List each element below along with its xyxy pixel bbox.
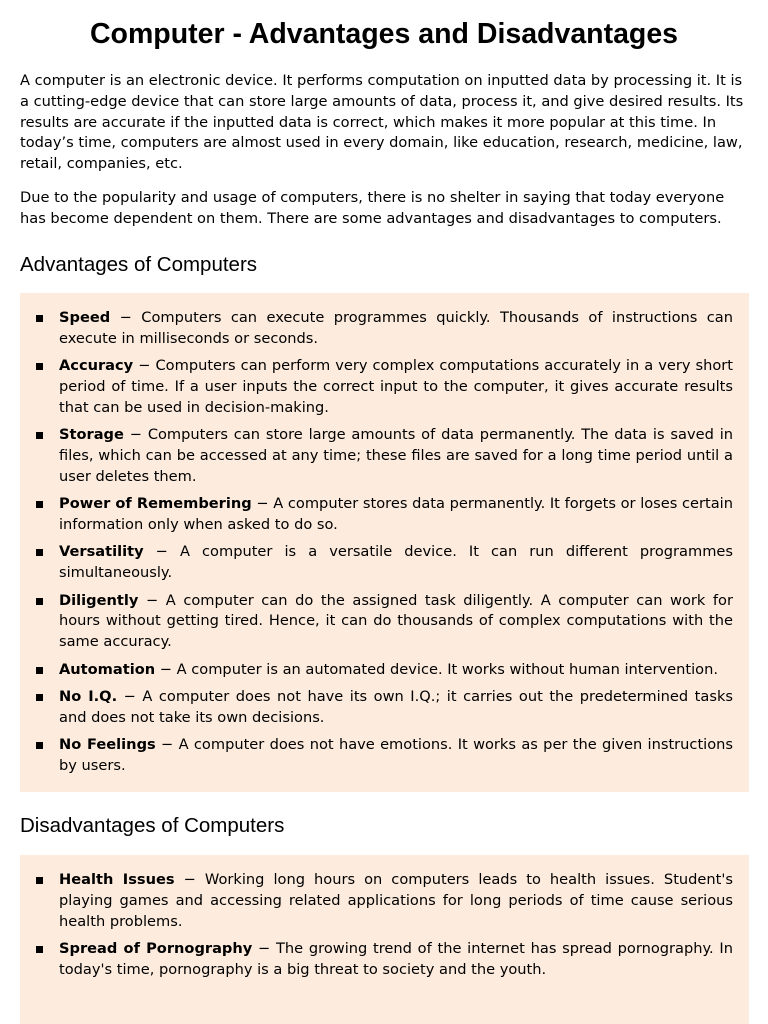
- disadvantages-box: [20, 855, 749, 1024]
- square-bullet-icon: [36, 877, 43, 884]
- term-label: Health Issues: [59, 871, 175, 888]
- intro-paragraph-2: Due to the popularity and usage of computers, there is no shelter in saying that today everyone has become dependent on them. There are some advantages and disadvantages to computers.: [20, 189, 725, 227]
- list-item-no-iq: [34, 687, 733, 729]
- list-item-storage: [34, 425, 733, 487]
- advantages-heading: Advantages of Computers: [20, 253, 258, 276]
- term-label: Storage: [59, 426, 124, 444]
- square-bullet-icon: [36, 946, 43, 953]
- square-bullet-icon: [36, 549, 43, 556]
- square-bullet-icon: [36, 501, 43, 508]
- term-label: Spread of Pornography: [59, 939, 253, 957]
- item-description: − A computer can do the assigned task diligently. A computer can work for hours without getting tired. Hence, it can do thousands of complex computations with the same accuracy.: [59, 591, 733, 651]
- page-title: Computer - Advantages and Disadvantages: [89, 18, 679, 50]
- item-description: − Working long hours on computers leads to health issues. Student's playing games and accessing related applications for long periods of time cause serious health problems.: [59, 871, 733, 930]
- item-description: − Computers can store large amounts of data permanently. The data is saved in files, which can be accessed at any time; these files are saved for a long time period until a user deletes them.: [59, 426, 733, 485]
- list-item-health-issues: [34, 870, 733, 932]
- disadvantages-list: [34, 870, 733, 987]
- term-label: Accuracy: [59, 357, 134, 375]
- item-description: − Computers can perform very complex computations accurately in a very short period of time. If a user inputs the correct input to the computer, it gives accurate results that can be used in decision-making.: [59, 357, 733, 416]
- square-bullet-icon: [36, 363, 43, 370]
- intro-paragraph-1: A computer is an electronic device. It performs computation on inputted data by processing it. It is a cutting-edge device that can store large amounts of data, process it, and give desired results. Its results are accurate if the inputted data is correct, which makes it more popular at this time. In today’s time, computers are almost used in every domain, like education, research, medicine, law, retail, companies, etc.: [20, 72, 744, 173]
- square-bullet-icon: [36, 742, 43, 749]
- square-bullet-icon: [36, 598, 43, 605]
- term-label: Power of Remembering: [59, 495, 252, 513]
- disadvantages-heading: Disadvantages of Computers: [20, 814, 285, 837]
- list-item-versatility: [34, 542, 733, 584]
- list-item-spread-of-pornography: [34, 939, 733, 981]
- item-description: − A computer is an automated device. It works without human intervention.: [155, 660, 718, 678]
- list-item-speed: [34, 308, 733, 350]
- term-label: Diligently: [59, 591, 139, 609]
- advantages-box: [20, 293, 749, 792]
- list-item-diligently: [34, 591, 733, 653]
- square-bullet-icon: [36, 432, 43, 439]
- square-bullet-icon: [36, 694, 43, 701]
- advantages-list: [34, 308, 733, 783]
- item-description: − A computer does not have emotions. It works as per the given instructions by users.: [59, 736, 733, 774]
- item-description: − A computer does not have its own I.Q.; it carries out the predetermined tasks and does not take its own decisions.: [59, 687, 733, 726]
- item-description: − Computers can execute programmes quickly. Thousands of instructions can execute in milliseconds or seconds.: [59, 309, 733, 347]
- square-bullet-icon: [36, 667, 43, 674]
- list-item-automation: [34, 660, 733, 681]
- list-item-accuracy: [34, 356, 733, 418]
- item-description: − The growing trend of the internet has spread pornography. In today's time, pornography is a big threat to society and the youth.: [59, 939, 733, 978]
- list-item-power-of-remembering: [34, 494, 733, 536]
- square-bullet-icon: [36, 315, 43, 322]
- item-description: − A computer stores data permanently. It forgets or loses certain information only when asked to do so.: [59, 495, 733, 533]
- item-description: − A computer is a versatile device. It can run different programmes simultaneously.: [59, 543, 733, 582]
- term-label: No Feelings: [59, 736, 156, 754]
- term-label: No I.Q.: [59, 687, 118, 705]
- term-label: Automation: [59, 660, 156, 678]
- term-label: Speed: [59, 309, 111, 326]
- term-label: Versatility: [59, 543, 144, 561]
- list-item-no-feelings: [34, 735, 733, 777]
